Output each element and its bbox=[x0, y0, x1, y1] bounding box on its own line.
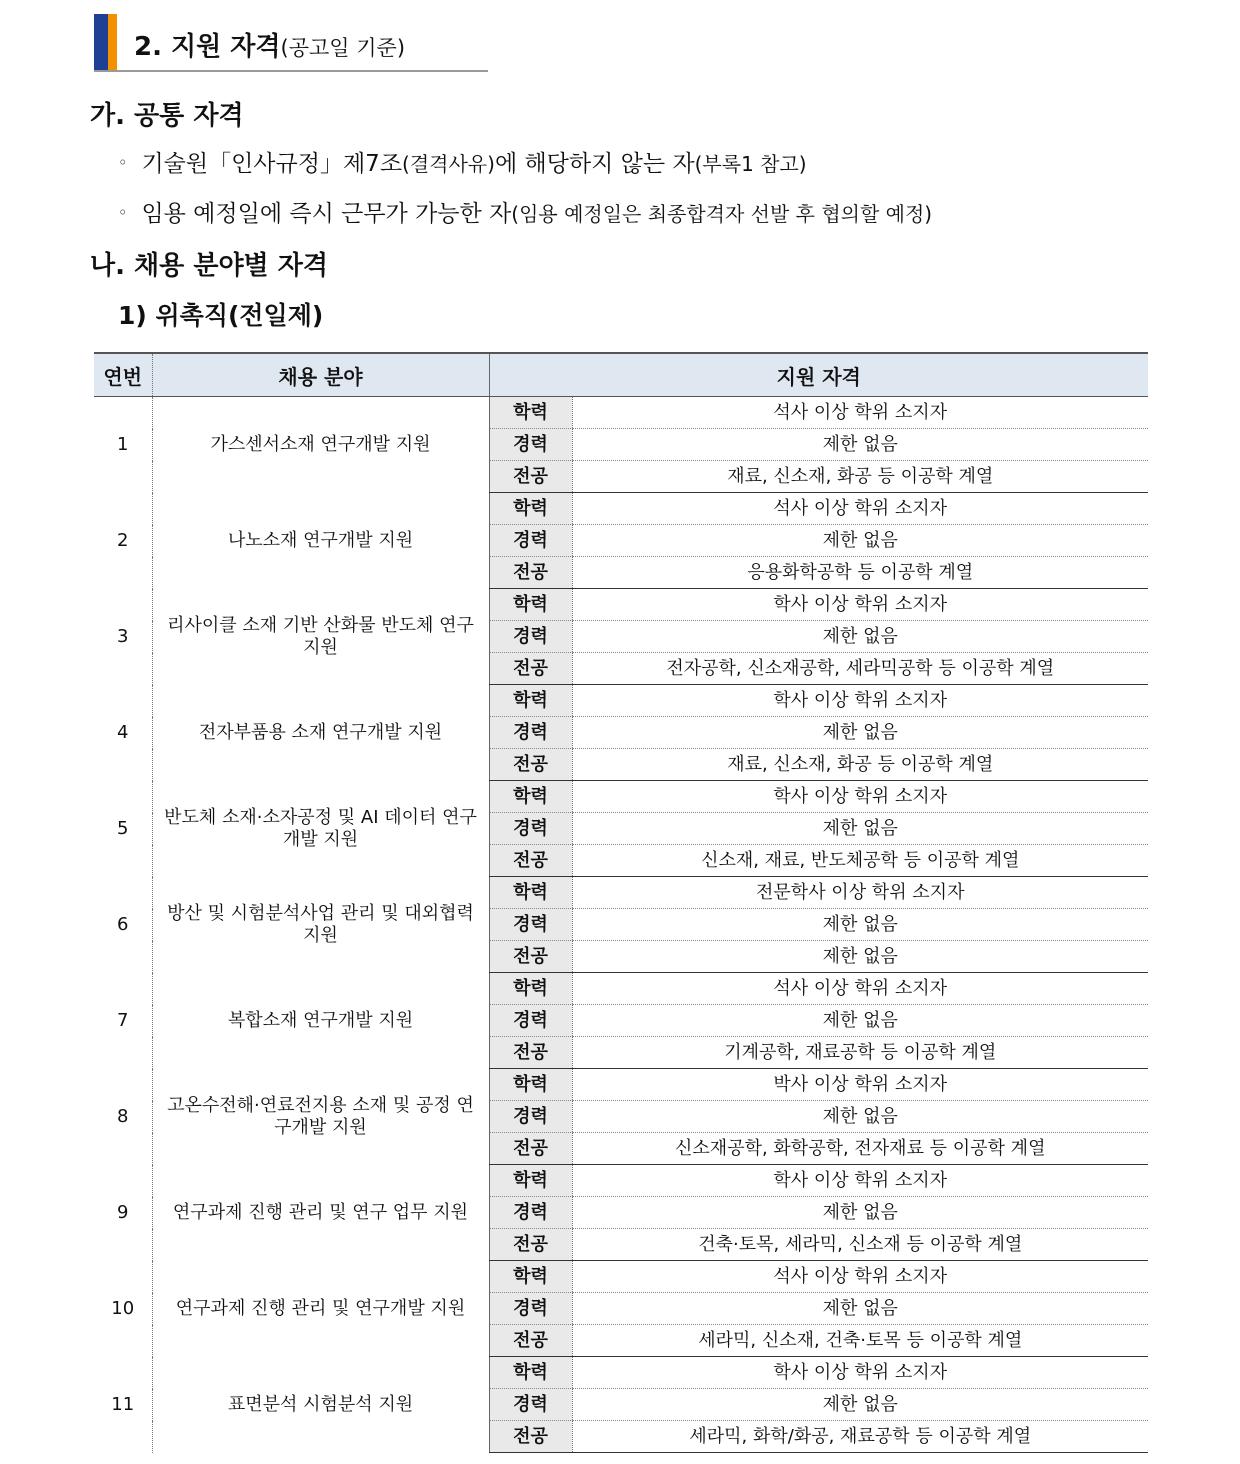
row-value: 학사 이상 학위 소지자 bbox=[572, 1165, 1148, 1197]
row-field: 방산 및 시험분석사업 관리 및 대외협력 지원 bbox=[152, 877, 489, 973]
row-value: 제한 없음 bbox=[572, 941, 1148, 973]
row-value: 제한 없음 bbox=[572, 717, 1148, 749]
row-field: 반도체 소재·소자공정 및 AI 데이터 연구개발 지원 bbox=[152, 781, 489, 877]
qualification-table bbox=[94, 352, 1148, 1453]
row-category: 전공 bbox=[489, 653, 572, 685]
row-value: 석사 이상 학위 소지자 bbox=[572, 397, 1148, 429]
header-qualification: 지원 자격 bbox=[489, 353, 1148, 397]
table-row bbox=[94, 1069, 1148, 1101]
table-header-row bbox=[94, 353, 1148, 397]
row-category: 경력 bbox=[489, 1389, 572, 1421]
row-number: 1 bbox=[117, 433, 129, 455]
row-number: 11 bbox=[111, 1393, 135, 1415]
row-category: 학력 bbox=[489, 973, 572, 1005]
row-value: 제한 없음 bbox=[572, 813, 1148, 845]
table-row bbox=[94, 493, 1148, 525]
row-category: 전공 bbox=[489, 461, 572, 493]
row-category: 경력 bbox=[489, 909, 572, 941]
row-field: 전자부품용 소재 연구개발 지원 bbox=[152, 685, 489, 781]
row-field: 나노소재 연구개발 지원 bbox=[152, 493, 489, 589]
row-value: 세라믹, 화학/화공, 재료공학 등 이공학 계열 bbox=[572, 1421, 1148, 1453]
row-category: 경력 bbox=[489, 621, 572, 653]
row-value: 학사 이상 학위 소지자 bbox=[572, 589, 1148, 621]
row-category: 전공 bbox=[489, 1421, 572, 1453]
row-number: 4 bbox=[117, 721, 129, 743]
row-category: 전공 bbox=[489, 557, 572, 589]
row-category: 전공 bbox=[489, 941, 572, 973]
section-header bbox=[94, 14, 488, 72]
row-value: 전자공학, 신소재공학, 세라믹공학 등 이공학 계열 bbox=[572, 653, 1148, 685]
row-number: 3 bbox=[117, 625, 129, 647]
row-category: 학력 bbox=[489, 1069, 572, 1101]
table-row bbox=[94, 1261, 1148, 1293]
row-value: 제한 없음 bbox=[572, 1293, 1148, 1325]
row-category: 경력 bbox=[489, 1293, 572, 1325]
row-category: 전공 bbox=[489, 1037, 572, 1069]
common-heading: 가. 공통 자격 bbox=[90, 101, 244, 131]
bullet-dot: ◦ bbox=[118, 203, 128, 222]
row-field: 고온수전해·연료전지용 소재 및 공정 연구개발 지원 bbox=[152, 1069, 489, 1165]
row-number: 7 bbox=[117, 1009, 129, 1031]
row-value: 제한 없음 bbox=[572, 1389, 1148, 1421]
row-category: 경력 bbox=[489, 1005, 572, 1037]
row-value: 학사 이상 학위 소지자 bbox=[572, 685, 1148, 717]
row-number: 2 bbox=[117, 529, 129, 551]
row-category: 전공 bbox=[489, 1133, 572, 1165]
row-category: 경력 bbox=[489, 1197, 572, 1229]
row-value: 제한 없음 bbox=[572, 1101, 1148, 1133]
row-value: 건축·토목, 세라믹, 신소재 등 이공학 계열 bbox=[572, 1229, 1148, 1261]
table-row bbox=[94, 397, 1148, 429]
row-category: 학력 bbox=[489, 1261, 572, 1293]
common-item-1-sub1: (결격사유) bbox=[402, 152, 495, 176]
row-value: 석사 이상 학위 소지자 bbox=[572, 973, 1148, 1005]
row-number: 5 bbox=[117, 817, 129, 839]
section-marker-blue bbox=[94, 14, 108, 70]
row-field: 연구과제 진행 관리 및 연구 업무 지원 bbox=[152, 1165, 489, 1261]
common-item-1-main: 기술원「인사규정」제7조 bbox=[141, 151, 403, 177]
table-row bbox=[94, 1357, 1148, 1389]
table-row bbox=[94, 1165, 1148, 1197]
row-category: 전공 bbox=[489, 1229, 572, 1261]
row-value: 석사 이상 학위 소지자 bbox=[572, 1261, 1148, 1293]
table-row bbox=[94, 781, 1148, 813]
section-title-text: 2. 지원 자격 bbox=[134, 32, 281, 62]
row-category: 경력 bbox=[489, 1101, 572, 1133]
row-category: 학력 bbox=[489, 493, 572, 525]
section-marker-orange bbox=[108, 14, 117, 70]
row-number: 10 bbox=[111, 1297, 135, 1319]
row-category: 전공 bbox=[489, 1325, 572, 1357]
row-category: 학력 bbox=[489, 589, 572, 621]
bullet-dot: ◦ bbox=[118, 153, 128, 172]
row-value: 응용화학공학 등 이공학 계열 bbox=[572, 557, 1148, 589]
row-category: 경력 bbox=[489, 717, 572, 749]
row-field: 리사이클 소재 기반 산화물 반도체 연구 지원 bbox=[152, 589, 489, 685]
row-value: 신소재공학, 화학공학, 전자재료 등 이공학 계열 bbox=[572, 1133, 1148, 1165]
row-field: 연구과제 진행 관리 및 연구개발 지원 bbox=[152, 1261, 489, 1357]
by-field-subheading: 1) 위촉직(전일제) bbox=[118, 301, 324, 330]
row-category: 전공 bbox=[489, 749, 572, 781]
row-value: 재료, 신소재, 화공 등 이공학 계열 bbox=[572, 461, 1148, 493]
row-value: 신소재, 재료, 반도체공학 등 이공학 계열 bbox=[572, 845, 1148, 877]
header-no: 연번 bbox=[94, 353, 152, 397]
row-category: 학력 bbox=[489, 397, 572, 429]
row-value: 박사 이상 학위 소지자 bbox=[572, 1069, 1148, 1101]
row-value: 제한 없음 bbox=[572, 621, 1148, 653]
table-body bbox=[94, 397, 1148, 1453]
common-item-1-sub2: (부록1 참고) bbox=[694, 152, 807, 176]
row-number: 9 bbox=[117, 1201, 129, 1223]
row-category: 학력 bbox=[489, 877, 572, 909]
row-number: 6 bbox=[117, 913, 129, 935]
table-row bbox=[94, 877, 1148, 909]
row-field: 표면분석 시험분석 지원 bbox=[152, 1357, 489, 1453]
row-value: 세라믹, 신소재, 건축·토목 등 이공학 계열 bbox=[572, 1325, 1148, 1357]
table-row bbox=[94, 685, 1148, 717]
row-category: 학력 bbox=[489, 685, 572, 717]
row-category: 학력 bbox=[489, 781, 572, 813]
row-value: 제한 없음 bbox=[572, 525, 1148, 557]
row-value: 전문학사 이상 학위 소지자 bbox=[572, 877, 1148, 909]
row-category: 경력 bbox=[489, 813, 572, 845]
table-row bbox=[94, 589, 1148, 621]
row-value: 제한 없음 bbox=[572, 909, 1148, 941]
common-item-1-main2: 에 해당하지 않는 자 bbox=[494, 151, 695, 177]
common-item-2-main: 임용 예정일에 즉시 근무가 가능한 자 bbox=[141, 201, 512, 227]
row-category: 학력 bbox=[489, 1165, 572, 1197]
row-value: 제한 없음 bbox=[572, 1005, 1148, 1037]
common-item-2 bbox=[118, 195, 932, 228]
table-row bbox=[94, 973, 1148, 1005]
row-category: 전공 bbox=[489, 845, 572, 877]
row-value: 기계공학, 재료공학 등 이공학 계열 bbox=[572, 1037, 1148, 1069]
by-field-heading: 나. 채용 분야별 자격 bbox=[90, 251, 328, 281]
section-subtitle: (공고일 기준) bbox=[280, 36, 406, 60]
row-category: 경력 bbox=[489, 525, 572, 557]
header-field: 채용 분야 bbox=[152, 353, 489, 397]
row-value: 제한 없음 bbox=[572, 1197, 1148, 1229]
row-field: 가스센서소재 연구개발 지원 bbox=[152, 397, 489, 493]
section-title bbox=[134, 26, 405, 63]
row-value: 학사 이상 학위 소지자 bbox=[572, 781, 1148, 813]
row-number: 8 bbox=[117, 1105, 129, 1127]
row-field: 복합소재 연구개발 지원 bbox=[152, 973, 489, 1069]
row-category: 경력 bbox=[489, 429, 572, 461]
row-value: 제한 없음 bbox=[572, 429, 1148, 461]
row-value: 석사 이상 학위 소지자 bbox=[572, 493, 1148, 525]
row-value: 학사 이상 학위 소지자 bbox=[572, 1357, 1148, 1389]
common-item-1 bbox=[118, 145, 807, 178]
common-item-2-sub1: (임용 예정일은 최종합격자 선발 후 협의할 예정) bbox=[511, 202, 933, 226]
row-value: 재료, 신소재, 화공 등 이공학 계열 bbox=[572, 749, 1148, 781]
row-category: 학력 bbox=[489, 1357, 572, 1389]
